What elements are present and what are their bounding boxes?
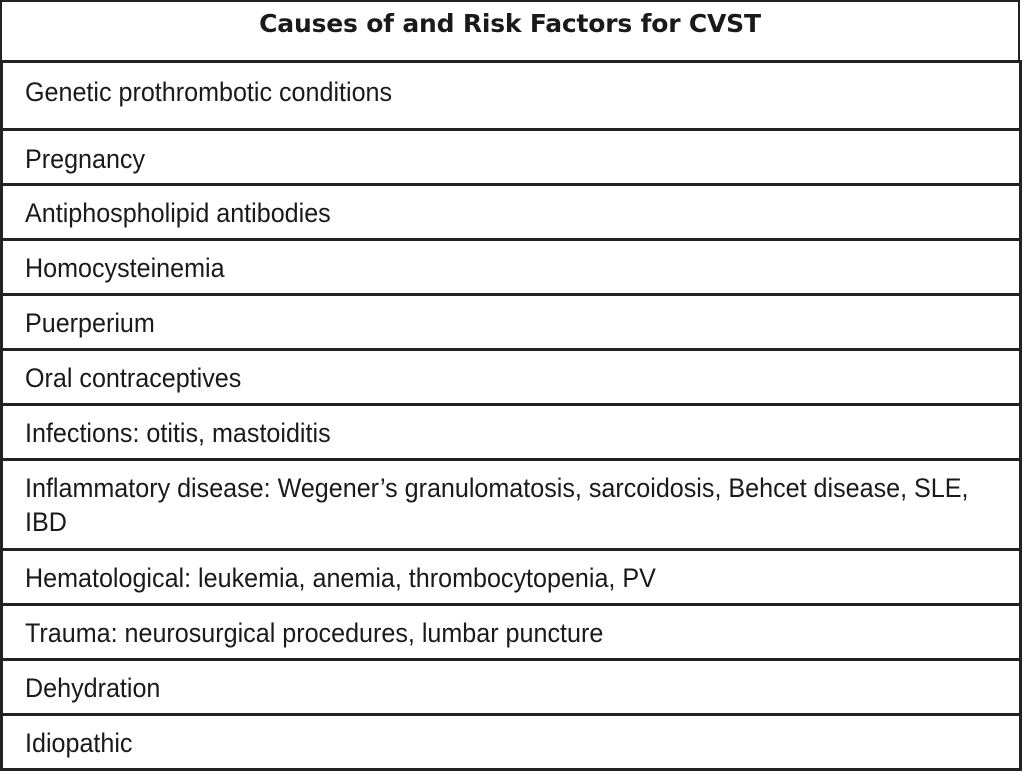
table-row [3,461,1019,551]
table-row [3,296,1019,351]
row-text: Trauma: neurosurgical procedures, lumbar puncture [25,618,604,648]
row-text: Dehydration [25,673,161,703]
table-row [3,716,1019,771]
table-row [3,241,1019,296]
table-row [3,551,1019,606]
table-title: Causes of and Risk Factors for CVST [259,8,761,38]
risk-factors-table [0,60,1022,771]
row-text: Oral contraceptives [25,363,242,393]
row-text: Hematological: leukemia, anemia, thrombocytopenia, PV [25,563,656,593]
table-row [3,661,1019,716]
row-text: Puerperium [25,308,155,338]
table-row [3,131,1019,186]
row-text: Infections: otitis, mastoiditis [25,418,331,448]
row-text: Pregnancy [25,144,146,174]
table-row [3,606,1019,661]
table-row [3,63,1019,131]
row-text: Antiphospholipid antibodies [25,198,331,228]
row-text: Genetic prothrombotic conditions [25,77,393,107]
table-row [3,351,1019,406]
row-text: Idiopathic [25,728,133,758]
table-title-box [0,0,1020,60]
row-text: Inflammatory disease: Wegener’s granulomatosis, sarcoidosis, Behcet disease, SLE, IBD [25,473,969,537]
table-row [3,406,1019,461]
table-row [3,186,1019,241]
row-text: Homocysteinemia [25,253,225,283]
